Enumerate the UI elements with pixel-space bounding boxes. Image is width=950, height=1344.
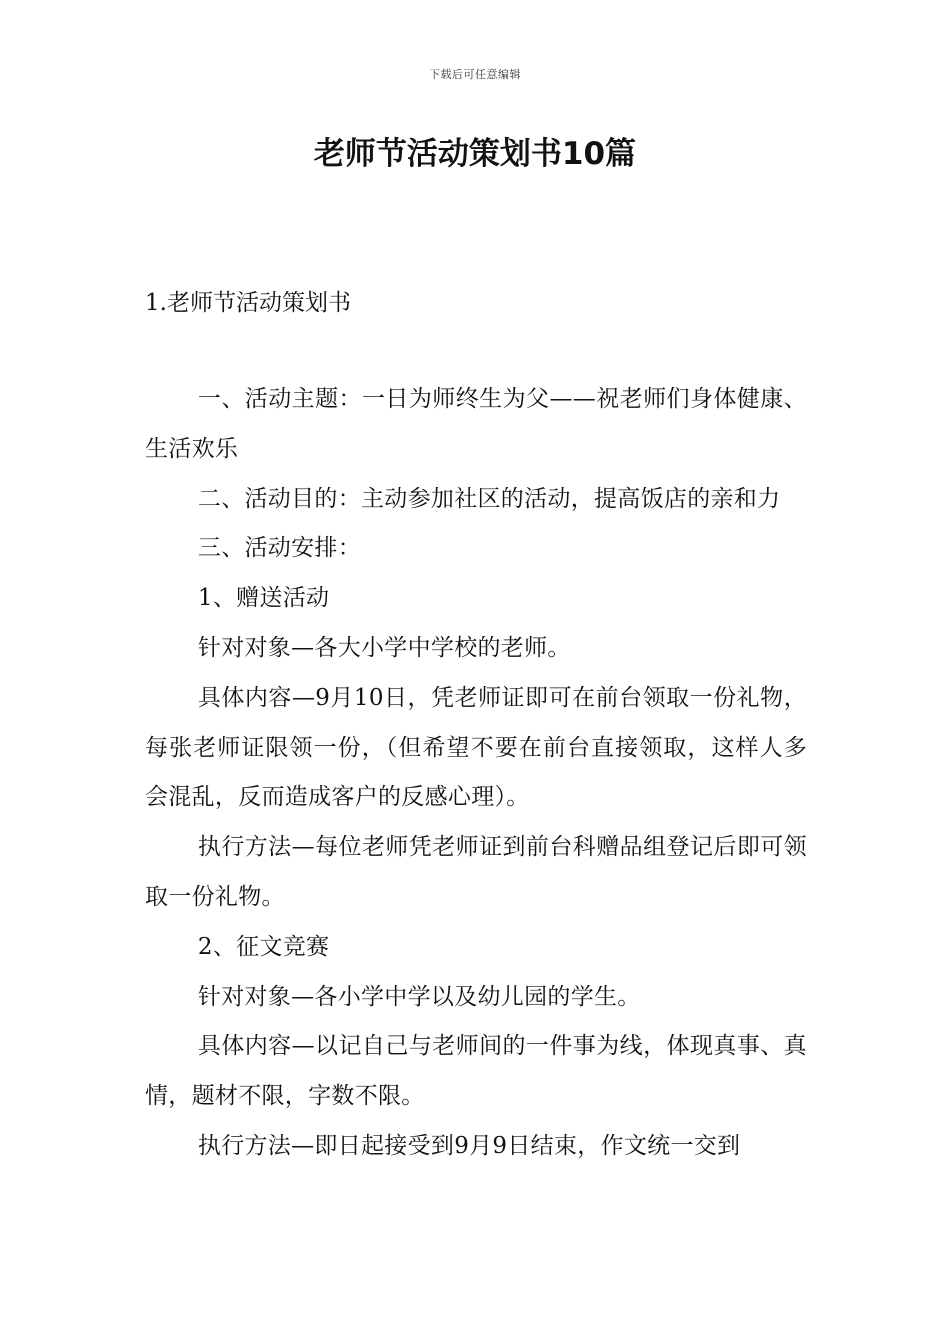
paragraph-theme: 一、活动主题：一日为师终生为父——祝老师们身体健康、生活欢乐 xyxy=(145,386,807,462)
section-heading: 1.老师节活动策划书 xyxy=(145,290,351,316)
header-note: 下载后可任意编辑 xyxy=(429,68,521,81)
paragraph-gift-target: 针对对象—各大小学中学校的老师。 xyxy=(197,634,571,661)
paragraph-arrangement: 三、活动安排： xyxy=(197,535,361,562)
paragraph-gift-activity: 1、赠送活动 xyxy=(197,585,330,612)
paragraph-gift-method: 执行方法—每位老师凭老师证到前台科赠品组登记后即可领取一份礼物。 xyxy=(145,834,807,910)
document-title: 老师节活动策划书10篇 xyxy=(313,136,637,172)
paragraph-essay-method: 执行方法—即日起接受到9月9日结束，作文统一交到 xyxy=(197,1132,741,1159)
paragraph-gift-content: 具体内容—9月10日，凭老师证即可在前台领取一份礼物，每张老师证限领一份，（但希望不要在前台直接领取，这样人多会混乱，反而造成客户的反感心理）。 xyxy=(145,684,807,811)
paragraph-essay-content: 具体内容—以记自己与老师间的一件事为线，体现真事、真情，题材不限，字数不限。 xyxy=(145,1033,807,1110)
document-body xyxy=(145,375,807,1172)
paragraph-purpose: 二、活动目的：主动参加社区的活动，提高饭店的亲和力 xyxy=(197,485,781,512)
paragraph-essay-target: 针对对象—各小学中学以及幼儿园的学生。 xyxy=(197,983,641,1010)
paragraph-essay-contest: 2、征文竞赛 xyxy=(197,933,330,960)
